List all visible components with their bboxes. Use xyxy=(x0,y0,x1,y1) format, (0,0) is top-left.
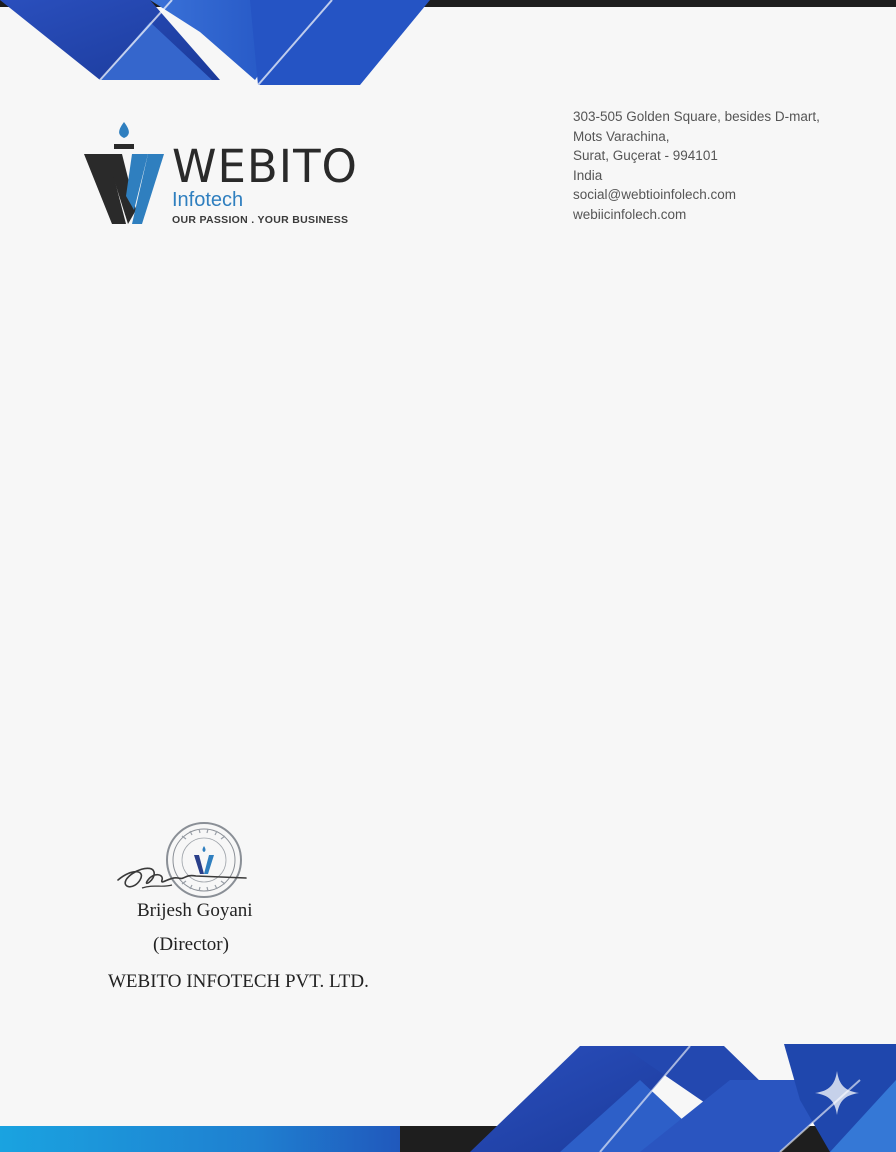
address-line-2: Mots Varachina, xyxy=(573,128,670,144)
company-address xyxy=(573,107,820,224)
address-email: social@webtioinfolech.com xyxy=(573,187,737,202)
company-logo xyxy=(82,118,382,230)
address-website: webiicinfolech.com xyxy=(573,206,687,222)
address-country: India xyxy=(573,167,603,183)
signatory-name: Brijesh Goyani xyxy=(137,900,253,921)
sparkle-icon xyxy=(812,1068,862,1118)
logo-title: WEBITO xyxy=(172,140,358,193)
webito-logo-icon xyxy=(82,118,166,226)
logo-tagline: OUR PASSION . YOUR BUSINESS xyxy=(172,214,349,226)
bottom-ribbon-decoration xyxy=(0,1040,896,1152)
signatory-role: (Director) xyxy=(153,934,229,955)
address-line-1: 303-505 Golden Square, besides D-mart, xyxy=(573,109,820,124)
director-signature xyxy=(112,858,252,898)
signatory-company: WEBITO INFOTECH PVT. LTD. xyxy=(108,971,369,992)
top-ribbon-decoration xyxy=(0,0,896,90)
address-line-3: Surat, Guçerat - 994101 xyxy=(573,148,718,163)
logo-subtitle: Infotech xyxy=(172,189,244,211)
